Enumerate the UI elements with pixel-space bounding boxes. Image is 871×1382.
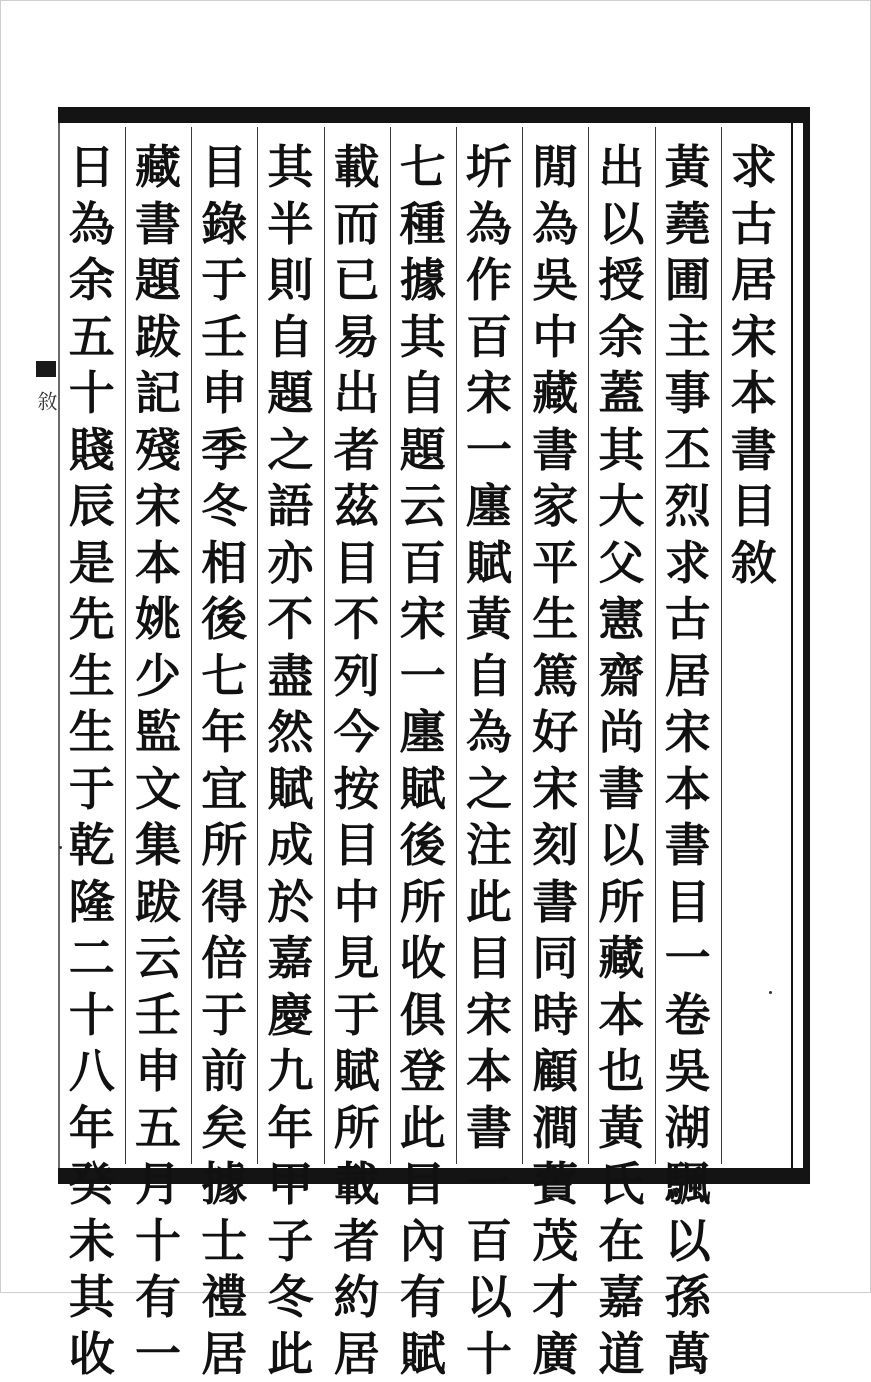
character: 登 (393, 1043, 453, 1100)
character: 于 (62, 761, 122, 818)
character: 易 (327, 309, 387, 366)
ink-speck (59, 846, 62, 849)
character: 其 (591, 422, 651, 479)
character: 語 (260, 478, 320, 535)
character: 賤 (62, 422, 122, 479)
character: 書 (658, 817, 718, 874)
column-rule (324, 127, 325, 1164)
character: 居 (658, 648, 718, 705)
character: 篤 (525, 648, 585, 705)
text-column-5 (393, 139, 453, 1169)
character: 題 (260, 365, 320, 422)
character: 本 (591, 987, 651, 1044)
character: 中 (327, 874, 387, 931)
character: 約 (327, 1269, 387, 1326)
character: 不 (260, 591, 320, 648)
character: 生 (62, 704, 122, 761)
character: 蕘 (658, 196, 718, 253)
character: 賦 (459, 535, 519, 592)
character: 黃 (591, 1100, 651, 1157)
character: 於 (260, 874, 320, 931)
character: 然 (260, 704, 320, 761)
character: 所 (393, 874, 453, 931)
character: 跋 (128, 874, 188, 931)
character: 壬 (128, 987, 188, 1044)
character: 于 (194, 987, 254, 1044)
character: 云 (128, 930, 188, 987)
character: 記 (128, 365, 188, 422)
character: 書 (591, 761, 651, 818)
character: 俱 (393, 987, 453, 1044)
character: 卷 (658, 987, 718, 1044)
character: 古 (724, 196, 784, 253)
character: 隆 (62, 874, 122, 931)
character: 百 (393, 535, 453, 592)
character: 丕 (658, 422, 718, 479)
character: 藏 (128, 139, 188, 196)
character: 求 (724, 139, 784, 196)
character: 文 (128, 761, 188, 818)
character: 授 (591, 252, 651, 309)
character: 大 (591, 478, 651, 535)
character: 書 (459, 1100, 519, 1157)
character: 自 (459, 648, 519, 705)
character: 一 (128, 1326, 188, 1382)
character: 出 (591, 139, 651, 196)
character: 生 (525, 591, 585, 648)
character: 書 (128, 196, 188, 253)
character: 宋 (393, 591, 453, 648)
character: 尚 (591, 704, 651, 761)
character: 本 (724, 365, 784, 422)
character: 吳 (658, 1043, 718, 1100)
character: 甲 (260, 1156, 320, 1213)
column-rule (588, 127, 589, 1164)
character: 而 (327, 196, 387, 253)
character: 目 (327, 535, 387, 592)
character: 齋 (591, 648, 651, 705)
character: 種 (393, 196, 453, 253)
character: 之 (459, 761, 519, 818)
character: 宜 (194, 761, 254, 818)
character: 目 (658, 874, 718, 931)
text-column-7 (260, 139, 320, 1169)
character: 成 (260, 817, 320, 874)
character: 古 (658, 591, 718, 648)
frame-left-edge (58, 123, 60, 1168)
character: 七 (194, 648, 254, 705)
character: 冬 (194, 478, 254, 535)
character: 此 (393, 1100, 453, 1157)
character: 云 (393, 478, 453, 535)
character: 收 (62, 1326, 122, 1382)
character: 賦 (260, 761, 320, 818)
character: 湖 (658, 1100, 718, 1157)
character: 所 (194, 817, 254, 874)
character: 于 (327, 987, 387, 1044)
character: 萬 (658, 1326, 718, 1382)
character: 颿 (658, 1156, 718, 1213)
character: 道 (591, 1326, 651, 1382)
character: 以 (591, 196, 651, 253)
column-rule (125, 127, 126, 1164)
character: 矣 (194, 1100, 254, 1157)
character: 監 (128, 704, 188, 761)
text-column-9 (128, 139, 188, 1169)
character: 刻 (525, 817, 585, 874)
character: 宋 (128, 478, 188, 535)
character: 注 (459, 817, 519, 874)
character: 後 (393, 817, 453, 874)
character: 為 (525, 196, 585, 253)
character: 平 (525, 535, 585, 592)
character: 時 (525, 987, 585, 1044)
character: 吳 (525, 252, 585, 309)
character: 年 (260, 1100, 320, 1157)
character: 辰 (62, 478, 122, 535)
character: 載 (327, 1156, 387, 1213)
text-frame (58, 107, 810, 1184)
character: 得 (194, 874, 254, 931)
character: 賦 (393, 1326, 453, 1382)
character: 黃 (658, 139, 718, 196)
character: 十 (128, 1213, 188, 1270)
text-column-3 (525, 139, 585, 1169)
character: 盡 (260, 648, 320, 705)
character: 題 (393, 422, 453, 479)
character: 目 (393, 1156, 453, 1213)
column-rule (655, 127, 656, 1164)
character: 主 (658, 309, 718, 366)
column-rule (257, 127, 258, 1164)
character: 所 (327, 1100, 387, 1157)
character: 冬 (260, 1269, 320, 1326)
character: 宋 (525, 761, 585, 818)
character: 倍 (194, 930, 254, 987)
character: 居 (724, 252, 784, 309)
character: 宋 (459, 987, 519, 1044)
character: 閒 (525, 139, 585, 196)
character: 廣 (525, 1326, 585, 1382)
character: 者 (327, 422, 387, 479)
character: 求 (658, 535, 718, 592)
character: 相 (194, 535, 254, 592)
character: 作 (459, 252, 519, 309)
character: 好 (525, 704, 585, 761)
character: 余 (62, 252, 122, 309)
character: 是 (62, 535, 122, 592)
character: 圻 (459, 139, 519, 196)
character: 出 (327, 365, 387, 422)
character: 余 (591, 309, 651, 366)
character: 錄 (194, 196, 254, 253)
character: 申 (194, 365, 254, 422)
character: 九 (260, 1043, 320, 1100)
frame-inner-line (791, 123, 793, 1168)
character: 五 (128, 1100, 188, 1157)
character: 半 (260, 196, 320, 253)
character: 廛 (393, 704, 453, 761)
character: 二 (62, 930, 122, 987)
character: 氏 (591, 1156, 651, 1213)
character: 茲 (327, 478, 387, 535)
text-column-6 (327, 139, 387, 1169)
character: 為 (459, 196, 519, 253)
text-column-2 (591, 139, 651, 1169)
character: 自 (393, 365, 453, 422)
character: 已 (327, 252, 387, 309)
column-rule (390, 127, 391, 1164)
character: 姚 (128, 591, 188, 648)
character: 以 (658, 1213, 718, 1270)
character: 殘 (128, 422, 188, 479)
title-column (724, 139, 784, 1169)
character: 其 (393, 309, 453, 366)
character: 慶 (260, 987, 320, 1044)
character: 為 (459, 704, 519, 761)
character: 書 (525, 874, 585, 931)
character: 此 (260, 1326, 320, 1382)
character: 澗 (525, 1100, 585, 1157)
character: 為 (62, 196, 122, 253)
text-column-1 (658, 139, 718, 1169)
character: 藏 (525, 365, 585, 422)
character: 也 (591, 1043, 651, 1100)
character: 書 (724, 422, 784, 479)
character: 同 (525, 930, 585, 987)
character: 父 (591, 535, 651, 592)
column-rule (721, 127, 722, 1164)
character: 載 (327, 139, 387, 196)
character: 日 (62, 139, 122, 196)
character: 今 (327, 704, 387, 761)
character: 十 (62, 987, 122, 1044)
character: 目 (327, 817, 387, 874)
character: 一 (459, 422, 519, 479)
character: 宋 (658, 704, 718, 761)
character: 居 (194, 1326, 254, 1382)
gutter-fishtail-mark (36, 361, 56, 377)
character: 見 (327, 930, 387, 987)
character: 一 (459, 1156, 519, 1213)
character: 五 (62, 309, 122, 366)
character: 年 (194, 704, 254, 761)
character: 于 (194, 252, 254, 309)
character: 憲 (591, 591, 651, 648)
character: 申 (128, 1043, 188, 1100)
character: 目 (459, 930, 519, 987)
character: 月 (128, 1156, 188, 1213)
character: 目 (724, 478, 784, 535)
character: 書 (525, 422, 585, 479)
character: 十 (62, 365, 122, 422)
character: 之 (260, 422, 320, 479)
character: 茂 (525, 1213, 585, 1270)
character: 集 (128, 817, 188, 874)
character: 宋 (724, 309, 784, 366)
character: 少 (128, 648, 188, 705)
character: 賦 (327, 1043, 387, 1100)
page-gutter (31, 361, 61, 411)
character: 嘉 (591, 1269, 651, 1326)
character: 廛 (459, 478, 519, 535)
character: 其 (62, 1269, 122, 1326)
character: 八 (62, 1043, 122, 1100)
character: 據 (393, 252, 453, 309)
character: 百 (459, 1213, 519, 1270)
character: 年 (62, 1100, 122, 1157)
character: 據 (194, 1156, 254, 1213)
character: 一 (658, 930, 718, 987)
character: 事 (658, 365, 718, 422)
character: 生 (62, 648, 122, 705)
character: 居 (327, 1326, 387, 1382)
character: 自 (260, 309, 320, 366)
character: 黃 (459, 591, 519, 648)
character: 烈 (658, 478, 718, 535)
ink-speck (769, 991, 772, 994)
character: 本 (459, 1043, 519, 1100)
character: 十 (459, 1326, 519, 1382)
character: 在 (591, 1213, 651, 1270)
character: 宋 (459, 365, 519, 422)
character: 子 (260, 1213, 320, 1270)
character: 收 (393, 930, 453, 987)
character: 蓋 (591, 365, 651, 422)
character: 列 (327, 648, 387, 705)
character: 以 (459, 1269, 519, 1326)
character: 有 (393, 1269, 453, 1326)
character: 禮 (194, 1269, 254, 1326)
character: 本 (128, 535, 188, 592)
character: 題 (128, 252, 188, 309)
character: 一 (393, 648, 453, 705)
character: 賦 (393, 761, 453, 818)
character: 季 (194, 422, 254, 479)
character: 癸 (62, 1156, 122, 1213)
character: 乾 (62, 817, 122, 874)
character: 有 (128, 1269, 188, 1326)
character: 亦 (260, 535, 320, 592)
character: 七 (393, 139, 453, 196)
character: 薲 (525, 1156, 585, 1213)
character: 其 (260, 139, 320, 196)
character: 未 (62, 1213, 122, 1270)
character: 內 (393, 1213, 453, 1270)
character: 目 (194, 139, 254, 196)
character: 者 (327, 1213, 387, 1270)
character: 敘 (724, 535, 784, 592)
text-column-8 (194, 139, 254, 1169)
column-rule (191, 127, 192, 1164)
character: 不 (327, 591, 387, 648)
character: 才 (525, 1269, 585, 1326)
character: 後 (194, 591, 254, 648)
character: 則 (260, 252, 320, 309)
character: 圃 (658, 252, 718, 309)
character: 以 (591, 817, 651, 874)
character: 百 (459, 309, 519, 366)
character: 中 (525, 309, 585, 366)
character: 本 (658, 761, 718, 818)
text-column-10 (62, 139, 122, 1169)
character: 跋 (128, 309, 188, 366)
character: 此 (459, 874, 519, 931)
character: 先 (62, 591, 122, 648)
character: 嘉 (260, 930, 320, 987)
character: 壬 (194, 309, 254, 366)
character: 所 (591, 874, 651, 931)
column-rule (456, 127, 457, 1164)
character: 顧 (525, 1043, 585, 1100)
character: 前 (194, 1043, 254, 1100)
character: 藏 (591, 930, 651, 987)
gutter-label: 敘 (32, 391, 60, 411)
text-column-4 (459, 139, 519, 1169)
character: 按 (327, 761, 387, 818)
column-rule (522, 127, 523, 1164)
character: 家 (525, 478, 585, 535)
character: 士 (194, 1213, 254, 1270)
character: 孫 (658, 1269, 718, 1326)
